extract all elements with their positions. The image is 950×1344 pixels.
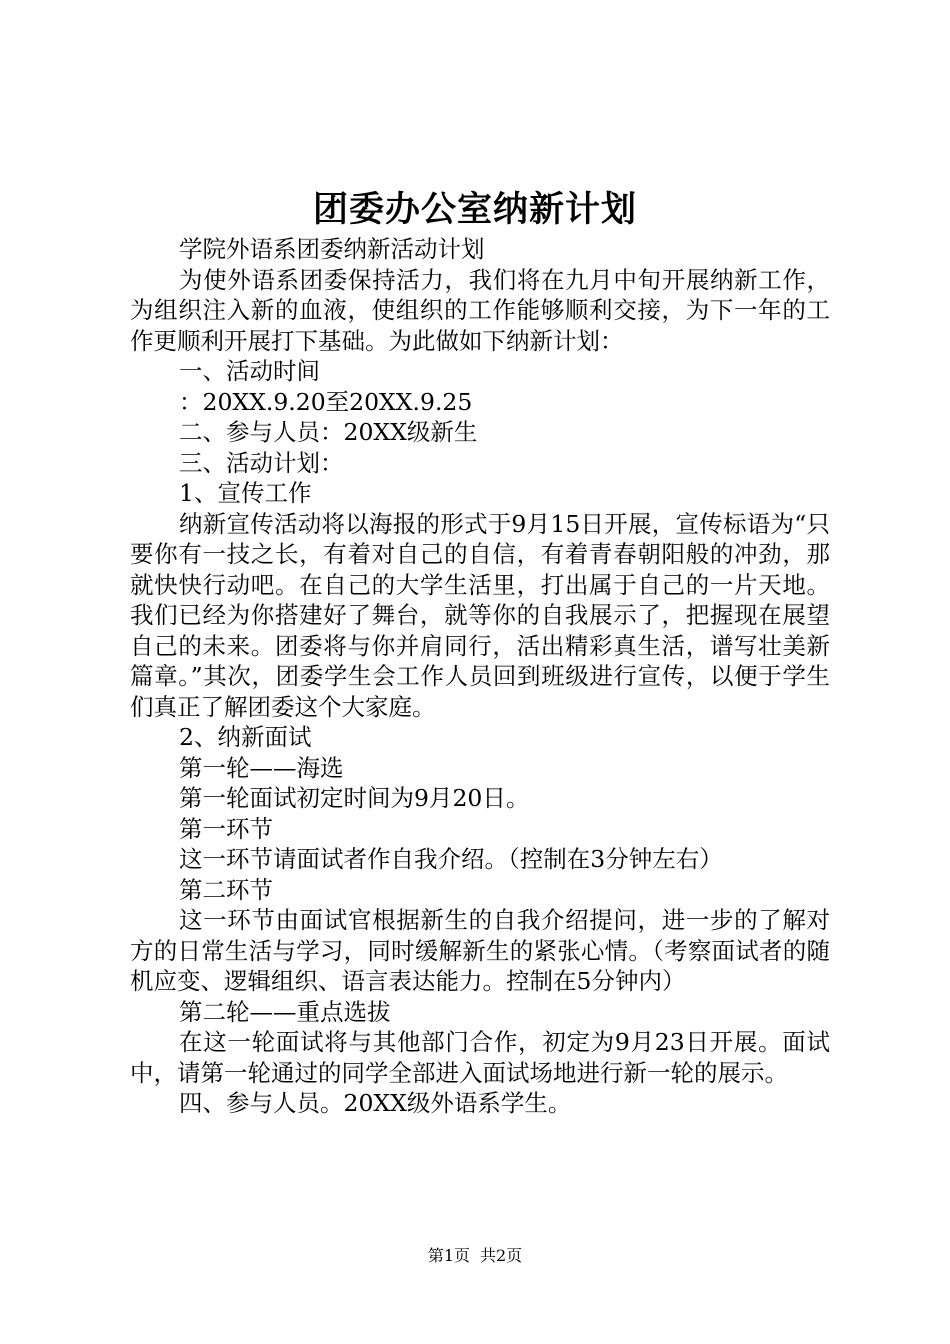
round-heading: 第一轮——海选 xyxy=(179,753,344,782)
body-paragraph: 第一轮面试初定时间为9月20日。 xyxy=(179,784,530,812)
body-paragraph: 为使外语系团委保持活力，我们将在九月中旬开展纳新工作，为组织注入新的血液，使组织的工作能够顺利交接，为下一年的工作更顺利开展打下基础。为此做如下纳新计划： xyxy=(130,265,830,355)
body-paragraph: ：20XX.9.20至20XX.9.25 xyxy=(179,387,473,416)
subsection-heading: 2、纳新面试 xyxy=(179,723,312,751)
section-heading: 四、参与人员。20XX级外语系学生。 xyxy=(179,1089,572,1117)
subsection-heading: 1、宣传工作 xyxy=(179,479,312,507)
section-heading: 一、活动时间 xyxy=(179,357,320,385)
step-heading: 第一环节 xyxy=(179,814,273,843)
body-paragraph: 纳新宣传活动将以海报的形式于9月15日开展，宣传标语为“只要你有一技之长，有着对自己的自信，有着青春朝阳般的冲劲，那就快快行动吧。在自己的大学生活里，打出属于自己的一片天地。我们已经为你搭建好了舞台，就等你的自我展示了，把握现在展望自己的未来。团委将与你并肩同行，活出精彩真生活，谱写壮美新篇章。”其次，团委学生会工作人员回到班级进行宣传，以便于学生们真正了解团委这个大家庭。 xyxy=(130,509,830,721)
body-paragraph: 学院外语系团委纳新活动计划 xyxy=(179,235,485,263)
page-number: 第1页 xyxy=(427,1246,470,1265)
body-paragraph: 在这一轮面试将与其他部门合作，初定为9月23日开展。面试中，请第一轮通过的同学全部进入面试场地进行新一轮的展示。 xyxy=(130,1028,830,1087)
body-paragraph: 这一环节请面试者作自我介绍。（控制在3分钟左右） xyxy=(179,845,723,873)
step-heading: 第二环节 xyxy=(179,875,273,904)
page-total: 共2页 xyxy=(480,1246,523,1265)
section-heading: 二、参与人员：20XX级新生 xyxy=(179,418,478,446)
body-paragraph: 这一环节由面试官根据新生的自我介绍提问，进一步的了解对方的日常生活与学习，同时缓解新生的紧张心情。（考察面试者的随机应变、逻辑组织、语言表达能力。控制在5分钟内） xyxy=(130,906,830,995)
page-footer xyxy=(0,1244,950,1268)
section-heading: 三、活动计划： xyxy=(179,448,344,477)
round-heading: 第二轮——重点选拔 xyxy=(179,997,391,1026)
document-body xyxy=(130,234,830,1119)
document-title: 团委办公室纳新计划 xyxy=(312,189,637,230)
